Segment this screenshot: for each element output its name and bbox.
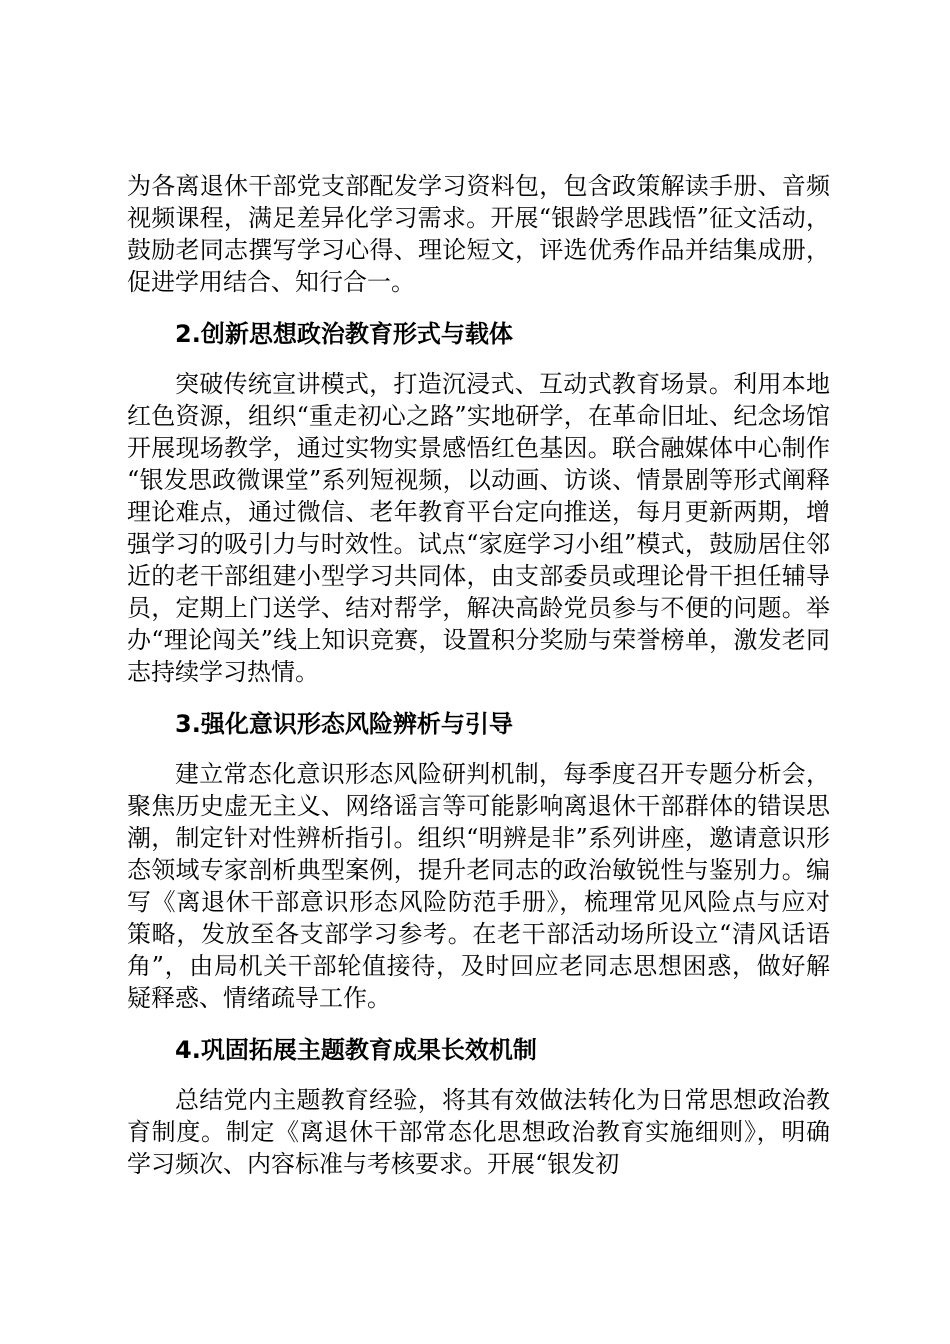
- document-page: [127, 170, 830, 1180]
- section-heading: 3.强化意识形态风险辨析与引导: [175, 710, 513, 738]
- body-paragraph: 建立常态化意识形态风险研判机制，每季度召开专题分析会，聚焦历史虚无主义、网络谣言等可能影响离退休干部群体的错误思潮，制定针对性辨析指引。组织“明辨是非”系列讲座，邀请意识形态领域专家剖析典型案例，提升老同志的政治敏锐性与鉴别力。编写《离退休干部意识形态风险防范手册》，梳理常见风险点与应对策略，发放至各支部学习参考。在老干部活动场所设立“清风话语角”，由局机关干部轮值接待，及时回应老同志思想困惑，做好解疑释惑、情绪疏导工作。: [127, 760, 830, 1012]
- body-paragraph: 总结党内主题教育经验，将其有效做法转化为日常思想政治教育制度。制定《离退休干部常态化思想政治教育实施细则》，明确学习频次、内容标准与考核要求。开展“银发初: [127, 1086, 830, 1178]
- section-heading: 2.创新思想政治教育形式与载体: [175, 320, 513, 348]
- body-paragraph: 突破传统宣讲模式，打造沉浸式、互动式教育场景。利用本地红色资源，组织“重走初心之路”实地研学，在革命旧址、纪念场馆开展现场教学，通过实物实景感悟红色基因。联合融媒体中心制作“银发思政微课堂”系列短视频，以动画、访谈、情景剧等形式阐释理论难点，通过微信、老年教育平台定向推送，每月更新两期，增强学习的吸引力与时效性。试点“家庭学习小组”模式，鼓励居住邻近的老干部组建小型学习共同体，由支部委员或理论骨干担任辅导员，定期上门送学、结对帮学，解决高龄党员参与不便的问题。举办“理论闯关”线上知识竞赛，设置积分奖励与荣誉榜单，激发老同志持续学习热情。: [127, 370, 830, 686]
- section-heading: 4.巩固拓展主题教育成果长效机制: [175, 1036, 537, 1064]
- body-paragraph: 为各离退休干部党支部配发学习资料包，包含政策解读手册、音频视频课程，满足差异化学习需求。开展“银龄学思践悟”征文活动，鼓励老同志撰写学习心得、理论短文，评选优秀作品并结集成册，促进学用结合、知行合一。: [127, 172, 830, 296]
